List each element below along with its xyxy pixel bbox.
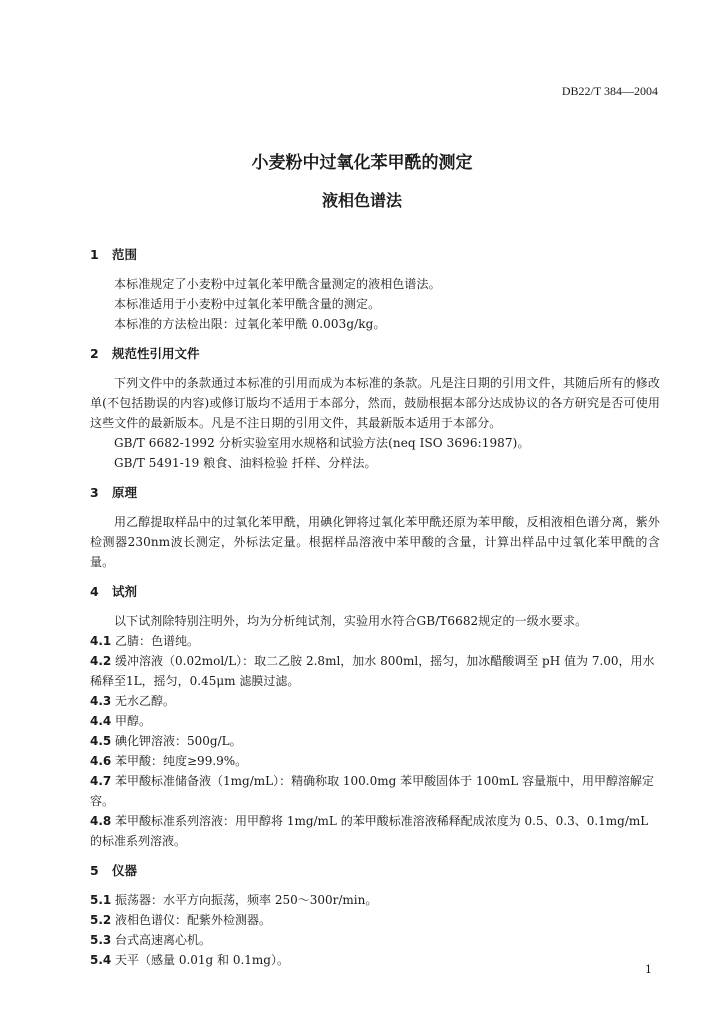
list-item (90, 691, 660, 711)
item-text: 苯甲酸标准储备液（1mg/mL）：精确称取 100.0mg 苯甲酸固体于 100mL 容量瓶中，用甲醇溶解定容。 (90, 774, 655, 808)
section-heading (90, 862, 660, 879)
section-apparatus (90, 862, 660, 970)
section-normative-references (90, 345, 660, 473)
paragraph: 本标准规定了小麦粉中过氧化苯甲酰含量测定的液相色谱法。 (114, 277, 441, 291)
item-number: 4.4 (90, 714, 112, 728)
list-item (90, 751, 660, 771)
list-item (90, 711, 660, 731)
item-text: 台式高速离心机。 (115, 933, 212, 947)
item-text: 缓冲溶液（0.02mol/L）：取二乙胺 2.8ml，加水 800ml，摇匀，加冰醋酸调至 pH 值为 7.00，用水稀释至1L，摇匀，0.45μm 滤膜过滤。 (90, 654, 655, 688)
item-text: 乙腈：色谱纯。 (115, 634, 200, 648)
item-number: 5.1 (90, 893, 112, 907)
item-text: 液相色谱仪：配紫外检测器。 (115, 913, 272, 927)
item-number: 4.5 (90, 734, 112, 748)
section-heading (90, 583, 660, 600)
paragraph: 本标准的方法检出限：过氧化苯甲酰 0.003g/kg。 (114, 317, 386, 331)
section-title: 原理 (112, 485, 138, 500)
section-scope (90, 246, 660, 334)
item-number: 5.2 (90, 913, 112, 927)
section-heading (90, 246, 660, 263)
item-text: 振荡器：水平方向振荡，频率 250～300r/min。 (115, 893, 378, 907)
section-number: 5 (90, 863, 99, 878)
section-title: 规范性引用文件 (112, 346, 200, 361)
list-item (90, 731, 660, 751)
page-number: 1 (645, 963, 652, 976)
list-item (90, 930, 660, 950)
item-text: 苯甲酸：纯度≥99.9%。 (115, 754, 248, 768)
item-number: 4.8 (90, 814, 112, 828)
document-subtitle: 液相色谱法 (321, 191, 402, 210)
paragraph: 用乙醇提取样品中的过氧化苯甲酰，用碘化钾将过氧化苯甲酰还原为苯甲酸，反相液相色谱分离，紫外检测器230nm波长测定，外标法定量。根据样品溶液中苯甲酸的含量，计算出样品中过氧化苯甲酰的含量。 (90, 515, 660, 569)
section-heading (90, 345, 660, 362)
section-number: 4 (90, 584, 99, 599)
section-principle (90, 484, 660, 572)
reference-item: GB/T 6682-1992 分析实验室用水规格和试验方法(neq ISO 3696:1987)。 (114, 436, 530, 450)
section-title: 试剂 (112, 584, 138, 599)
item-number: 4.1 (90, 634, 112, 648)
list-item (90, 651, 660, 691)
list-item (90, 811, 660, 851)
list-item (90, 950, 660, 970)
paragraph: 以下试剂除特别注明外，均为分析纯试剂，实验用水符合GB/T6682规定的一级水要求。 (114, 614, 588, 628)
paragraph: 本标准适用于小麦粉中过氧化苯甲酰含量的测定。 (114, 297, 381, 311)
item-number: 5.3 (90, 933, 112, 947)
section-heading (90, 484, 660, 501)
section-title: 仪器 (112, 863, 138, 878)
item-number: 4.6 (90, 754, 112, 768)
standard-number: DB22/T 384—2004 (561, 84, 658, 98)
section-reagents (90, 583, 660, 851)
section-number: 2 (90, 346, 99, 361)
list-item (90, 631, 660, 651)
item-text: 无水乙醇。 (115, 694, 176, 708)
item-number: 4.2 (90, 654, 112, 668)
list-item (90, 771, 660, 811)
item-number: 5.4 (90, 953, 112, 967)
list-item (90, 910, 660, 930)
item-text: 甲醇。 (115, 714, 152, 728)
paragraph: 下列文件中的条款通过本标准的引用而成为本标准的条款。凡是注日期的引用文件，其随后所有的修改单(不包括勘误的内容)或修订版均不适用于本部分，然而，鼓励根据本部分达成协议的各方研究是否可使用这些文件的最新版本。凡是不注日期的引用文件，其最新版本适用于本部分。 (90, 376, 660, 430)
item-number: 4.7 (90, 774, 112, 788)
document-title: 小麦粉中过氧化苯甲酰的测定 (251, 153, 473, 173)
item-text: 碘化钾溶液：500g/L。 (115, 734, 242, 748)
item-text: 苯甲酸标准系列溶液：用甲醇将 1mg/mL 的苯甲酸标准溶液稀释配成浓度为 0.5、0.3、0.1mg/mL 的标准系列溶液。 (90, 814, 649, 848)
section-number: 3 (90, 485, 99, 500)
section-title: 范围 (112, 247, 138, 262)
item-text: 天平（感量 0.01g 和 0.1mg）。 (115, 953, 289, 967)
section-number: 1 (90, 247, 99, 262)
item-number: 4.3 (90, 694, 112, 708)
list-item (90, 890, 660, 910)
document-body (90, 246, 660, 970)
reference-item: GB/T 5491-19 粮食、油料检验 扦样、分样法。 (114, 456, 377, 470)
